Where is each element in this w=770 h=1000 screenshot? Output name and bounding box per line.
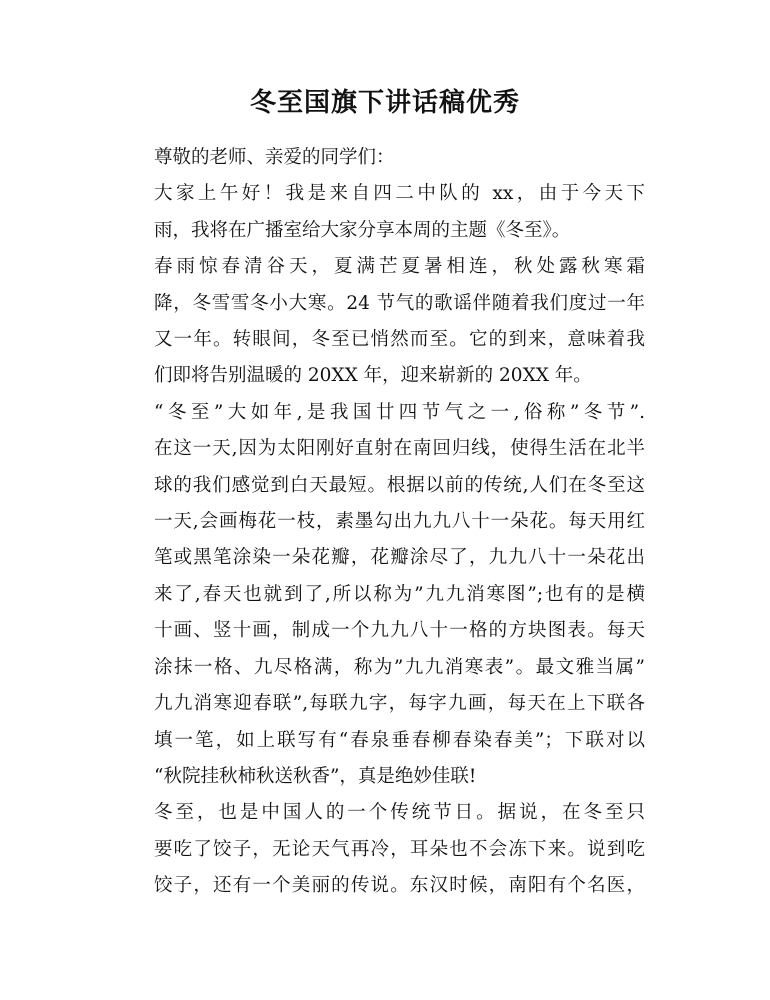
text-line: 在这一天,因为太阳刚好直射在南回归线，使得生活在北半	[154, 438, 645, 460]
text-line: 十画、竖十画，制成一个九九八十一格的方块图表。每天	[154, 620, 645, 642]
text-line: 尊敬的老师、亲爱的同学们：	[154, 147, 395, 168]
text-line: 要吃了饺子，无论天气再冷，耳朵也不会冻下来。说到吃	[154, 838, 645, 860]
text-line: 笔或黑笔涂染一朵花瓣，花瓣涂尽了，九九八十一朵花出	[154, 547, 645, 569]
text-line: 降，冬雪雪冬小大寒。24 节气的歌谣伴随着我们度过一年	[154, 292, 645, 314]
text-line: 九九消寒迎春联”,每联九字，每字九画，每天在上下联各	[154, 693, 645, 715]
paragraph-intro	[117, 176, 645, 249]
text-line: 来了,春天也就到了,所以称为”九九消寒图”;也有的是横	[154, 583, 645, 605]
text-line: “秋院挂秋柿秋送秋香”，真是绝妙佳联!	[154, 765, 477, 787]
paragraph-dumplings	[117, 795, 645, 904]
paragraph-greeting	[117, 140, 645, 176]
text-line: 大家上午好！我是来自四二中队的 xx，由于今天下	[154, 183, 645, 205]
paragraph-winter-solstice-customs	[117, 395, 645, 795]
text-line: 填一笔，如上联写有“春泉垂春柳春染春美”；下联对以	[154, 729, 645, 751]
text-line: “冬至”大如年,是我国廿四节气之一,俗称”冬节”.	[154, 401, 645, 423]
text-line: 春雨惊春清谷天，夏满芒夏暑相连，秋处露秋寒霜	[154, 256, 645, 278]
text-line: 饺子，还有一个美丽的传说。东汉时候，南阳有个名医，	[154, 875, 645, 897]
document-body	[117, 140, 645, 905]
text-line: 球的我们感觉到白天最短。根据以前的传统,人们在冬至这	[154, 474, 645, 496]
document-title: 冬至国旗下讲话稿优秀	[249, 88, 520, 118]
text-line: 一天,会画梅花一枝，素墨勾出九九八十一朵花。每天用红	[154, 511, 645, 533]
text-line: 又一年。转眼间，冬至已悄然而至。它的到来，意味着我	[154, 329, 645, 351]
text-line: 们即将告别温暖的 20XX 年，迎来崭新的 20XX 年。	[154, 365, 592, 387]
text-line: 冬至，也是中国人的一个传统节日。据说，在冬至只	[154, 802, 645, 824]
paragraph-solar-terms	[117, 249, 645, 395]
text-line: 雨，我将在广播室给大家分享本周的主题《冬至》。	[154, 219, 571, 241]
text-line: 涂抹一格、九尽格满，称为”九九消寒表”。最文雅当属”	[154, 656, 645, 678]
